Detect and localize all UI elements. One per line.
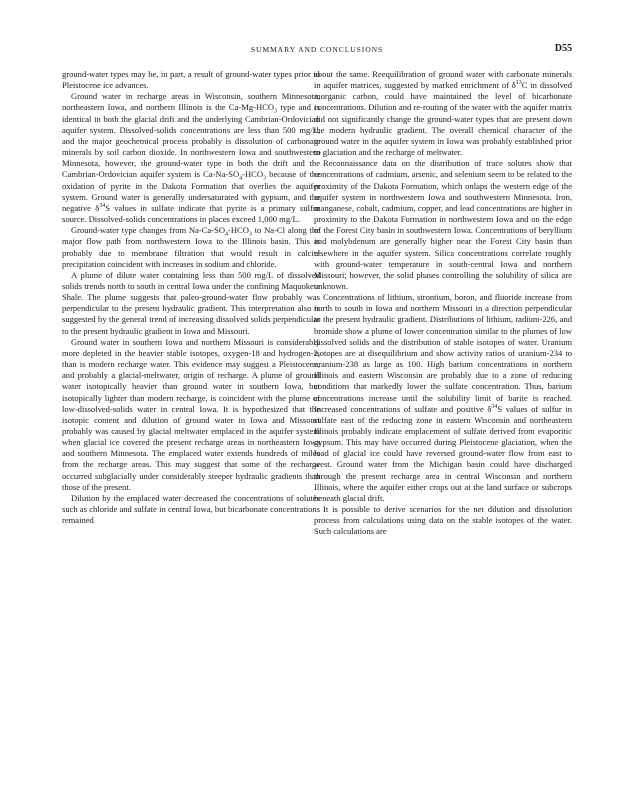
right-column — [314, 69, 572, 759]
paragraph: It is possible to derive scenarios for the net dilution and dissolution process from calculations using data on the stable isotopes of the water. Such calculations are — [314, 504, 572, 537]
paragraph: Reconnaissance data on the distribution of trace solutes show that concentrations of cadmium, arsenic, and selenium seem to be related to the proximity of the Dakota Formation, which onlaps the western edge of the aquifer system in northwestern Iowa and southwestern Minnesota. Iron, manganese, cobalt, cadmium, copper, and lead concentrations are higher in proximity to the Dakota Formation in northwestern Iowa and on the edge of the Forest City basin in southwestern Iowa. Concentrations of beryllium and molybdenum are generally higher near the Forest City basin than elsewhere in the aquifer system. Silica concentrations correlate roughly with ground-water temperature in south-central Iowa and northern Missouri; however, the solid phases controlling the solubility of silica are unknown. — [314, 158, 572, 291]
paragraph: Concentrations of lithium, strontium, boron, and fluoride increase from north to south in Iowa and northern Missouri in a direction perpendicular to the present hydraulic gradient. Distributions of lithium, radium-226, and bromide show a plume of lower concentration similar to the plumes of low dissolved solids and the distribution of stable isotopes of water. Uranium isotopes are at disequilibrium and show activity ratios of uranium-234 to uranium-238 as large as 100. High barium concentrations in northern Illinois and eastern Wisconsin are probably due to a zone of reducing conditions that markedly lower the sulfate concentration. Thus, barium concentrations increase until the solubility limit of barite is reached. Increased concentrations of sulfate and positive $\delta^{34}S$ values of sulfur in sulfate east of the reducing zone in eastern Wisconsin and northeastern Illinois probably indicate emplacement of sulfate derived from evaporitic gypsum. This may have occurred during Pleistocene glaciation, when the load of glacial ice could have reversed ground-water flow from east to west. Ground water from the Michigan basin could have discharged through the present recharge area in central Wisconsin and northern Illinois, where the aquifer either crops out at the land surface or subcrops beneath glacial drift. — [314, 292, 572, 503]
running-head — [62, 45, 572, 59]
left-column — [62, 69, 320, 759]
paragraph: Dilution by the emplaced water decreased the concentrations of solutes such as chloride and sulfate in central Iowa, but bicarbonate concentrations remained — [62, 492, 320, 526]
paragraph: Ground water in southern Iowa and northern Missouri is considerably more depleted in the heavier stable isotopes, oxygen-18 and hydrogen-2, than is modern recharge water. This evidence may suggest a Pleistocene, and probably a glacial-meltwater, origin of recharge. A plume of ground water isotopically heavier than ground water in southern Iowa, but isotopically lighter than modern recharge, is coincident with the plume of low-dissolved-solids water in central Iowa. It is hypothesized that the isotopic content and dilution of ground water in Iowa and Missouri probably was caused by glacial meltwater emplaced in the aquifer system when glacial ice covered the present recharge areas in northeastern Iowa and southern Minnesota. The emplaced water extends hundreds of miles from the recharge areas. This may suggest that some of the recharge occurred subglacially under considerably steeper hydraulic gradients than those of the present. — [62, 336, 320, 492]
page-number: D55 — [554, 43, 572, 54]
paragraph: about the same. Reequilibration of ground water with carbonate minerals in aquifer matrices, suggested by marked enrichment of $\delta^{13}C$ in dissolved inorganic carbon, could have maintained the level of bicarbonate concentrations. Dilution and re-routing of the water with the aquifer matrix did not significantly change the ground-water types that are present down the modern hydraulic gradient. The overall chemical character of the ground water in the aquifer system in Iowa was probably established prior to glaciation and the recharge of meltwater. — [314, 69, 572, 158]
paragraph: ground-water types may be, in part, a result of ground-water types prior to Pleistocene ice advances. — [62, 69, 320, 91]
running-title: SUMMARY AND CONCLUSIONS — [250, 45, 384, 54]
paragraph: A plume of dilute water containing less than 500 mg/L of dissolved solids trends north to south in central Iowa under the confining Maquoketa Shale. The plume suggests that paleo-ground-water flow probably was perpendicular to the present hydraulic gradient. This interpretation also is suggested by the general trend of increasing dissolved solids perpendicular to the present hydraulic gradient in Iowa and Missouri. — [62, 269, 320, 336]
paragraph: Ground-water type changes from $Na-Ca-SO_4-HCO_3$ to Na-Cl along the major flow path from northwestern Iowa to the Illinois basin. This is probably due to membrane filtration that would result in calcite precipitation coincident with increases in sodium and chloride. — [62, 225, 320, 269]
paragraph: Ground water in recharge areas in Wisconsin, southern Minnesota, northeastern Iowa, and northern Illinois is the $Ca-Mg-HCO_3$ type and is identical in both the glacial drift and the underlying Cambrian-Ordovician aquifer system. Dissolved-solids concentrations are less than 500 mg/L, and the major geochemical process probably is dissolution of carbonate minerals by soil carbon dioxide. In northwestern Iowa and southwestern Minnesota, however, the ground-water type in both the drift and the Cambrian-Ordovician aquifer system is $Ca-Na-SO_4-HCO_3$ because of the oxidation of pyrite in the Dakota Formation that overlies the aquifer system. Ground water is generally undersaturated with gypsum, and the negative $\delta^{34}S$ values in sulfate indicate that pyrite is a primary sulfur source. Dissolved-solids concentrations in places exceed 1,000 mg/L. — [62, 91, 320, 225]
